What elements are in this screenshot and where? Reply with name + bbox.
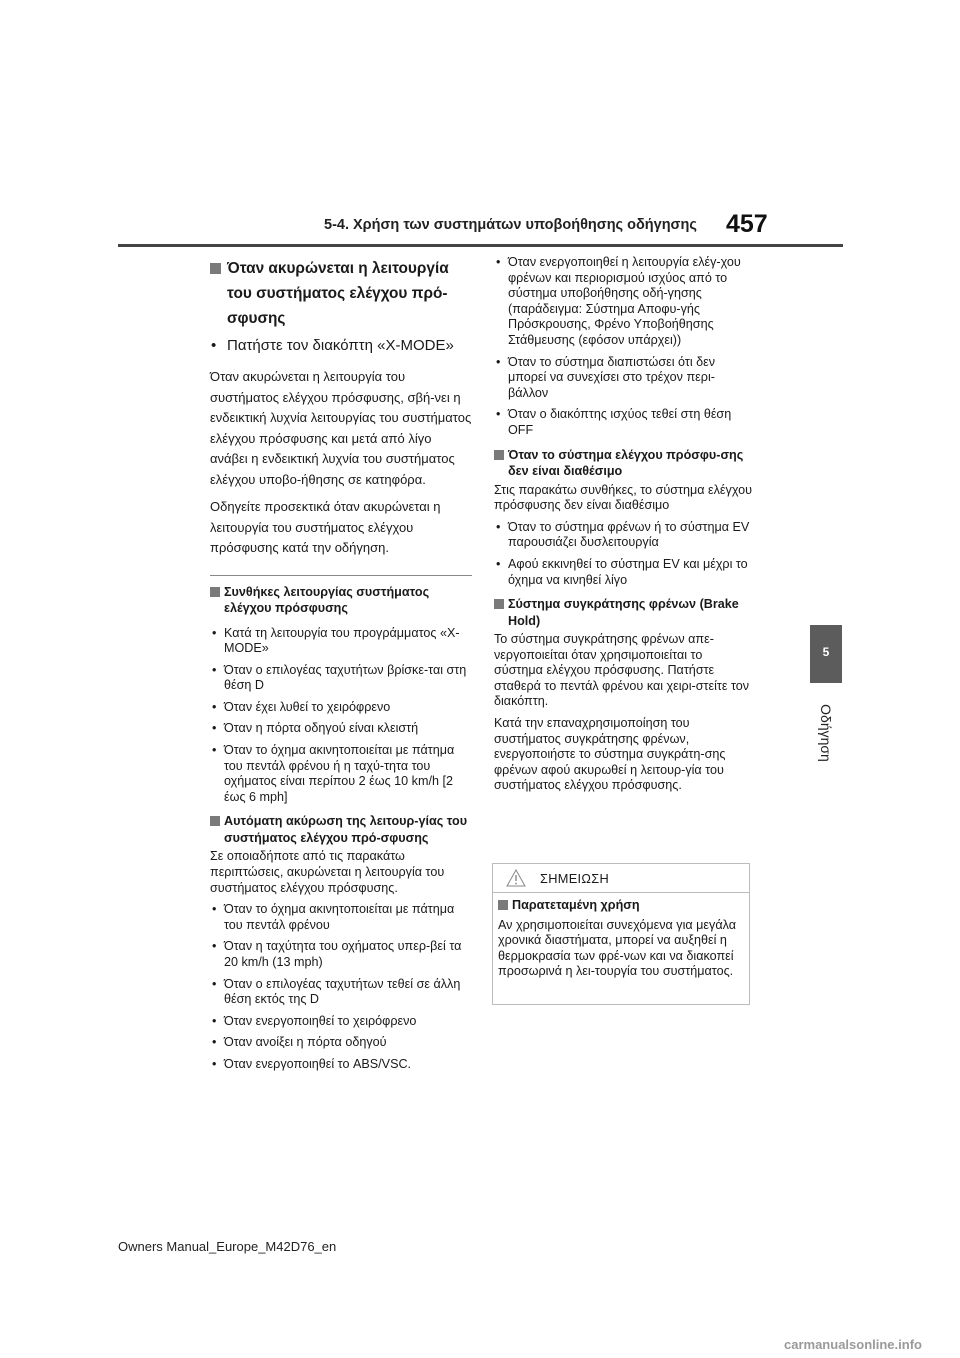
list-item: • Όταν ανοίξει η πόρτα οδηγού (210, 1035, 472, 1051)
list-item: • Όταν ενεργοποιηθεί η λειτουργία ελέγ-χου φρένων και περιορισμού ισχύος από το σύστημα υποβοήθησης οδή-γησης (παράδειγμα: Σύστημα Αποφυ-γής Πρόσκρουσης, Φρένο Υποβοήθησης Στάθμευσης (εφόσον υπάρχει)) (494, 255, 754, 349)
list-item: • Όταν ο επιλογέας ταχυτήτων βρίσκε-ται στη θέση D (210, 663, 472, 694)
watermark: carmanualsonline.info (784, 1337, 922, 1352)
unavailable-list (494, 520, 754, 588)
square-bullet-icon (210, 816, 220, 826)
chapter-tab[interactable]: 5 (810, 625, 842, 683)
heading-cancel-traction (210, 256, 472, 331)
heading-text: Παρατεταμένη χρήση (512, 898, 640, 912)
notice-header (493, 864, 749, 893)
square-bullet-icon (494, 450, 504, 460)
chapter-label-text: Οδήγηση (818, 704, 834, 762)
paragraph: Στις παρακάτω συνθήκες, το σύστημα ελέγχου πρόσφυσης δεν είναι διαθέσιμο (494, 482, 752, 513)
list-item: • Όταν ο διακόπτης ισχύος τεθεί στη θέση OFF (494, 407, 754, 438)
heading-operating-conditions (210, 584, 472, 617)
paragraph: Κατά την επαναχρησιμοποίηση του συστήματος συγκράτησης φρένων, ενεργοποιήστε το σύστημα συγκράτη-σης φρένων αφού ακυρωθεί η λειτουρ-γία του συστήματος ελέγχου πρόσφυσης. (494, 716, 726, 793)
square-bullet-icon (210, 263, 221, 274)
list-item: • Κατά τη λειτουργία του προγράμματος «X-MODE» (210, 626, 472, 657)
notice-title: ΣΗΜΕΙΩΣΗ (540, 871, 610, 886)
list-item: • Όταν η πόρτα οδηγού είναι κλειστή (210, 721, 472, 737)
warning-triangle-icon (506, 869, 526, 887)
heading-text: Όταν ακυρώνεται η λειτουργία του συστήματος ελέγχου πρό-σφυσης (227, 260, 449, 327)
heading-unavailable (494, 447, 754, 480)
footer-manual-id: Owners Manual_Europe_M42D76_en (118, 1239, 337, 1254)
list-item: • Όταν έχει λυθεί το χειρόφρενο (210, 700, 472, 716)
header-rule (118, 244, 843, 247)
list-item: • Όταν το όχημα ακινητοποιείται με πάτημα του πεντάλ φρένου ή η ταχύ-τητα του οχήματος είναι περίπου 2 έως 10 km/h [2 έως 6 mph] (210, 743, 472, 805)
notice-heading (498, 897, 744, 914)
heading-auto-cancel (210, 813, 472, 846)
square-bullet-icon (210, 587, 220, 597)
list-item: • Όταν η ταχύτητα του οχήματος υπερ-βεί τα 20 km/h (13 mph) (210, 939, 472, 970)
square-bullet-icon (498, 900, 508, 910)
list-item: • Πατήστε τον διακόπτη «X-MODE» (210, 334, 472, 358)
heading-text: Συνθήκες λειτουργίας συστήματος ελέγχου πρόσφυσης (224, 584, 430, 615)
heading-text: Σύστημα συγκράτησης φρένων (Brake Hold) (508, 597, 739, 628)
divider (210, 575, 472, 576)
list-item: • Όταν ο επιλογέας ταχυτήτων τεθεί σε άλλη θέση εκτός της D (210, 977, 472, 1008)
heading-text: Αυτόματη ακύρωση της λειτουρ-γίας του συστήματος ελέγχου πρό-σφυσης (224, 814, 468, 845)
notice-text: Αν χρησιμοποιείται συνεχόμενα για μεγάλα χρονικά διαστήματα, μπορεί να αυξηθεί η θερμοκρασία των φρέ-νων και να διακοπεί προσωρινά η λει-τουργία του συστήματος. (498, 917, 737, 979)
page-number: 457 (726, 210, 768, 238)
heading-text: Όταν το σύστημα ελέγχου πρόσφυ-σης δεν είναι διαθέσιμο (508, 447, 744, 479)
paragraph: Σε οποιαδήποτε από τις παρακάτω περιπτώσεις, ακυρώνεται η λειτουργία του συστήματος ελέγχου πρόσφυσης. (210, 849, 445, 895)
auto-cancel-list (210, 902, 472, 1072)
notice-box (492, 863, 750, 1005)
square-bullet-icon (494, 599, 504, 609)
auto-cancel-list-continued (494, 255, 754, 439)
paragraph: Όταν ακυρώνεται η λειτουργία του συστήματος ελέγχου πρόσφυσης, σβή-νει η ενδεικτική λυχνία λειτουργίας του συστήματος ελέγχου πρόσφυσης και μετά από λίγο ανάβει η ενδεικτική λυχνία του συστήματος ελέγχου υποβο-ήθησης σε κατηφόρα. (210, 369, 472, 487)
list-item: • Όταν το σύστημα φρένων ή το σύστημα EV παρουσιάζει δυσλειτουργία (494, 520, 754, 551)
chapter-label (794, 688, 858, 778)
notice-body (493, 893, 749, 980)
list-item: • Όταν το σύστημα διαπιστώσει ότι δεν μπορεί να συνεχίσει στο τρέχον περι-βάλλον (494, 355, 754, 402)
list-item: • Όταν ενεργοποιηθεί το ABS/VSC. (210, 1057, 472, 1073)
section-title: 5-4. Χρήση των συστημάτων υποβοήθησης οδήγησης (324, 217, 697, 233)
paragraph: Οδηγείτε προσεκτικά όταν ακυρώνεται η λειτουργία του συστήματος ελέγχου πρόσφυσης κατά την οδήγηση. (210, 499, 441, 555)
left-column (210, 256, 472, 1079)
heading-brake-hold (494, 596, 754, 629)
list-item: • Όταν το όχημα ακινητοποιείται με πάτημα του πεντάλ φρένου (210, 902, 472, 933)
conditions-list (210, 626, 472, 806)
paragraph: Το σύστημα συγκράτησης φρένων απε-νεργοποιείται όταν χρησιμοποιείται το σύστημα ελέγχου πρόσφυσης. Πατήστε σταθερά το πεντάλ φρένου και χειρι-στείτε τον διακόπτη. (494, 632, 750, 709)
right-column (494, 255, 754, 800)
list-item: • Όταν ενεργοποιηθεί το χειρόφρενο (210, 1014, 472, 1030)
list-item: • Αφού εκκινηθεί το σύστημα EV και μέχρι το όχημα να κινηθεί λίγο (494, 557, 754, 588)
